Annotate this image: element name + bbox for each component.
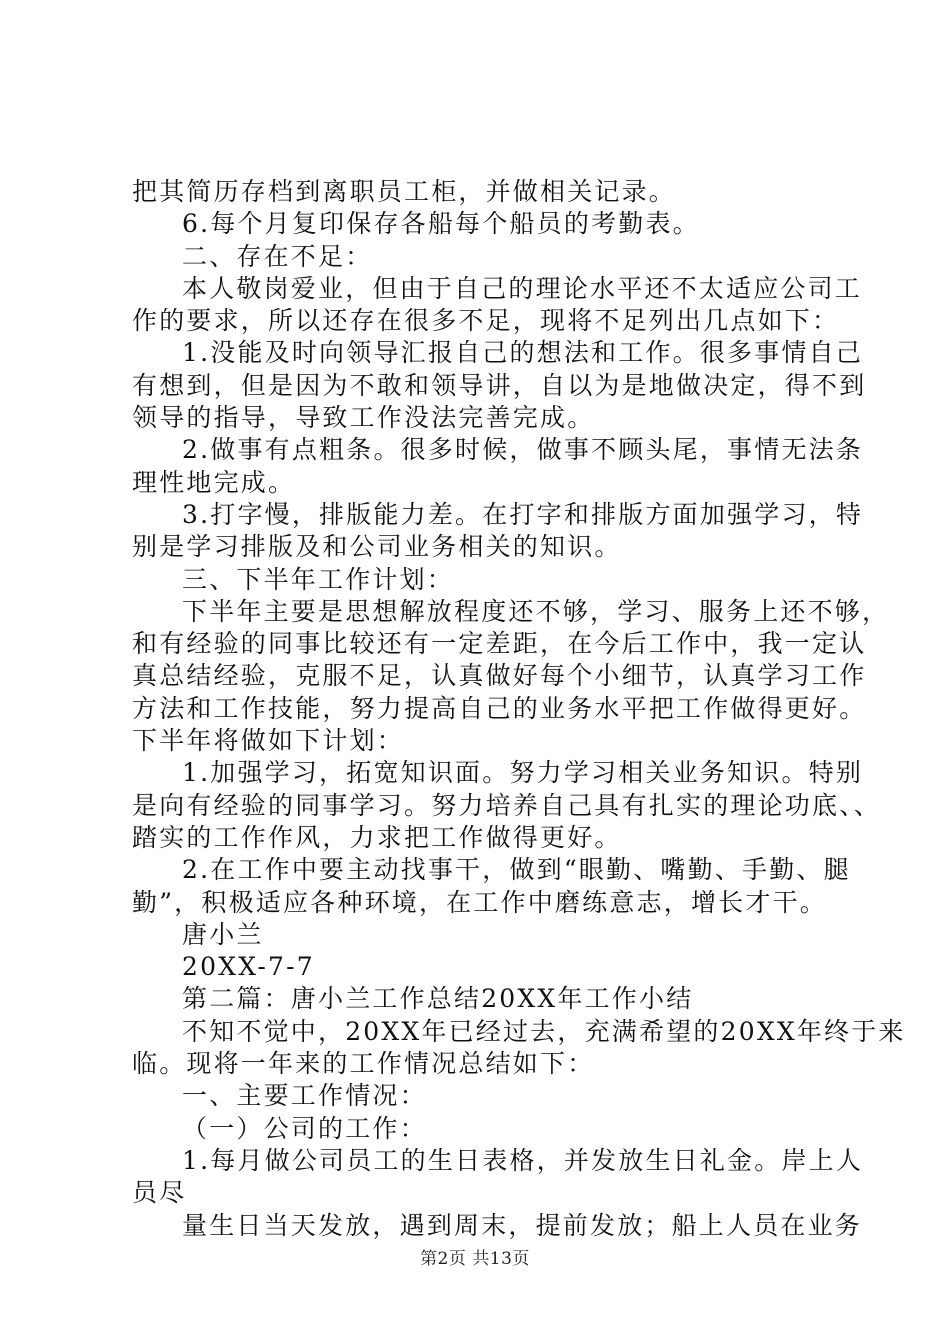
subsection-heading: （一）公司的工作： — [182, 1113, 427, 1143]
text-line: 下半年主要是思想解放程度还不够，学习、服务上还不够， — [182, 596, 890, 626]
section-heading: 一、主要工作情况： — [182, 1081, 427, 1111]
text-line: 临。现将一年来的工作情况总结如下： — [132, 1049, 595, 1079]
text-line: 不知不觉中，20XX年已经过去，充满希望的20XX年终于来 — [182, 1016, 906, 1046]
text-line: 2.在工作中要主动找事干，做到“眼勤、嘴勤、手勤、腿 — [182, 855, 851, 885]
chapter-title: 第二篇：唐小兰工作总结20XX年工作小结 — [182, 984, 694, 1014]
text-line: 勤”，积极适应各种环境，在工作中磨练意志，增长才干。 — [132, 887, 827, 917]
signature-name: 唐小兰 — [182, 919, 264, 949]
text-line: 1.每月做公司员工的生日表格，并发放生日礼金。岸上人 — [182, 1145, 864, 1175]
section-heading: 二、存在不足： — [182, 241, 373, 271]
text-line: 别是学习排版及和公司业务相关的知识。 — [132, 532, 622, 562]
text-line: 理性地完成。 — [132, 467, 296, 497]
text-line: 领导的指导，导致工作没法完善完成。 — [132, 403, 595, 433]
document-body — [132, 176, 906, 1242]
text-line: 和有经验的同事比较还有一定差距，在今后工作中，我一定认 — [132, 629, 867, 659]
text-line: 6.每个月复印保存各船每个船员的考勤表。 — [182, 209, 700, 239]
text-line: 1.加强学习，拓宽知识面。努力学习相关业务知识。特别 — [182, 758, 864, 788]
signature-date: 20XX-7-7 — [182, 952, 315, 982]
text-line: 作的要求，所以还存在很多不足，现将不足列出几点如下： — [132, 306, 840, 336]
text-line: 员尽 — [132, 1178, 187, 1208]
text-line: 1.没能及时向领导汇报自己的想法和工作。很多事情自己 — [182, 338, 864, 368]
text-line: 2.做事有点粗条。很多时候，做事不顾头尾，事情无法条 — [182, 435, 864, 465]
text-line: 下半年将做如下计划： — [132, 726, 405, 756]
page-number-footer: 第2页 共13页 — [420, 1249, 530, 1269]
text-line: 方法和工作技能，努力提高自己的业务水平把工作做得更好。 — [132, 693, 867, 723]
text-line: 踏实的工作作风，力求把工作做得更好。 — [132, 822, 622, 852]
text-line: 本人敬岗爱业，但由于自己的理论水平还不太适应公司工 — [182, 273, 863, 303]
text-line: 把其简历存档到离职员工柜，并做相关记录。 — [132, 177, 677, 206]
text-line: 量生日当天发放，遇到周末，提前发放；船上人员在业务 — [182, 1210, 863, 1240]
section-heading: 三、下半年工作计划： — [182, 564, 455, 594]
text-line: 是向有经验的同事学习。努力培养自己具有扎实的理论功底、、 — [132, 790, 882, 820]
text-line: 真总结经验，克服不足，认真做好每个小细节，认真学习工作 — [132, 661, 867, 691]
text-line: 有想到，但是因为不敢和领导讲，自以为是地做决定，得不到 — [132, 370, 867, 400]
text-line: 3.打字慢，排版能力差。在打字和排版方面加强学习，特 — [182, 499, 864, 529]
